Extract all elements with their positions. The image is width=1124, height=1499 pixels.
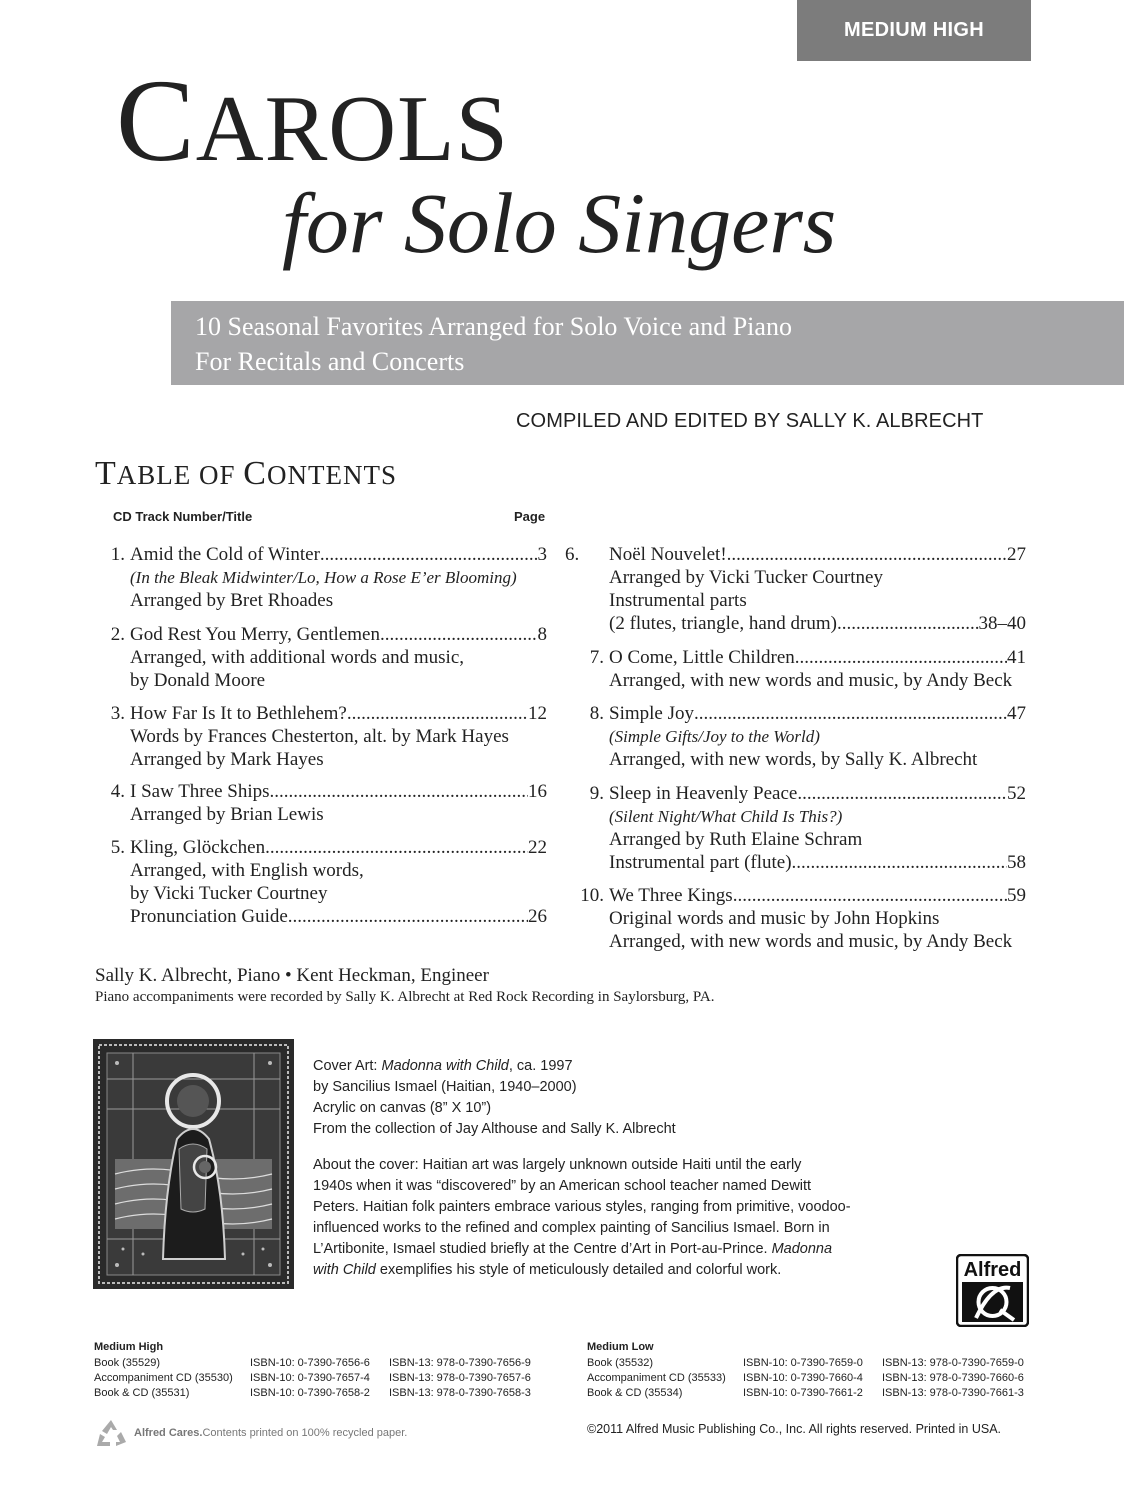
toc-sub: (In the Bleak Midwinter/Lo, How a Rose E’er Blooming) [130, 568, 517, 587]
isbn-row: Book (35532) ISBN-10: 0-7390-7659-0 ISBN-13: 978-0-7390-7659-0 [587, 1357, 1024, 1369]
alfred-logo [956, 1254, 1029, 1327]
toc-num: 8. [589, 703, 604, 724]
toc-sub: Arranged by Vicki Tucker Courtney [609, 567, 883, 588]
toc-entry [130, 623, 547, 692]
about-cover-line: 1940s when it was “discovered” by an American school teacher named Dewitt [313, 1178, 812, 1194]
toc-page: 26 [528, 906, 547, 927]
toc-sub: (Simple Gifts/Joy to the World) [609, 727, 820, 746]
toc-sub: Arranged by Mark Hayes [130, 749, 324, 770]
toc-sub: Arranged, with new words and music, by Andy Beck [609, 931, 1013, 952]
toc-sub: (Silent Night/What Child Is This?) [609, 807, 843, 826]
toc-sub: Arranged, with new words and music, by Andy Beck [609, 670, 1013, 691]
toc-entry [609, 702, 1026, 771]
toc-title: (2 flutes, triangle, hand drum) [609, 613, 837, 634]
toc-page: 16 [528, 781, 547, 802]
isbn-row: Book & CD (35534) ISBN-10: 0-7390-7661-2 ISBN-13: 978-0-7390-7661-3 [587, 1387, 1024, 1399]
copyright: ©2011 Alfred Music Publishing Co., Inc. All rights reserved. Printed in USA. [587, 1422, 1002, 1436]
col-head-page: Page [514, 509, 546, 524]
toc-page: 41 [1007, 647, 1026, 668]
toc-entry [609, 782, 1026, 874]
toc-num: 1. [110, 544, 125, 565]
toc-page: 12 [528, 703, 547, 724]
toc-page: 8 [537, 624, 547, 645]
toc-title: Amid the Cold of Winter [130, 544, 320, 565]
toc-entry [130, 543, 547, 612]
credits-line-2: Piano accompaniments were recorded by Sally K. Albrecht at Red Rock Recording in Saylorsburg, PA. [95, 989, 715, 1005]
toc-entry [130, 836, 547, 928]
toc-title: How Far Is It to Bethlehem? [130, 703, 347, 724]
toc-sub: Original words and music by John Hopkins [609, 908, 940, 929]
toc-page: 22 [528, 837, 547, 858]
col-head-track: CD Track Number/Title [113, 509, 253, 524]
about-cover-line: L’Artibonite, Ismael studied briefly at the Centre d’Art in Port-au-Prince. Madonna [313, 1241, 833, 1257]
toc-title: Sleep in Heavenly Peace [609, 783, 798, 804]
toc-title: Pronunciation Guide [130, 906, 288, 927]
toc-num: 3. [110, 703, 125, 724]
recycle-icon [94, 1418, 128, 1448]
toc-sub: by Vicki Tucker Courtney [130, 883, 328, 904]
toc-page: 3 [537, 544, 547, 565]
cover-caption-artist: by Sancilius Ismael (Haitian, 1940–2000) [313, 1079, 577, 1095]
toc-title: Kling, Glöckchen [130, 837, 266, 858]
toc-num: 4. [110, 781, 125, 802]
toc-page: 38–40 [978, 613, 1026, 634]
toc-title: I Saw Three Ships [130, 781, 270, 802]
toc-title: Simple Joy [609, 703, 694, 724]
toc-page: 27 [1007, 544, 1026, 565]
toc-sub: by Donald Moore [130, 670, 266, 691]
isbn-heading-low: Medium Low [587, 1341, 654, 1353]
toc-title: O Come, Little Children [609, 647, 795, 668]
isbn-row: Accompaniment CD (35530) ISBN-10: 0-7390-7657-4 ISBN-13: 978-0-7390-7657-6 [94, 1372, 531, 1384]
toc-entry [130, 780, 547, 826]
isbn-row: Book & CD (35531) ISBN-10: 0-7390-7658-2 ISBN-13: 978-0-7390-7658-3 [94, 1387, 531, 1399]
toc-sub: Instrumental parts [609, 590, 747, 611]
toc-num: 2. [110, 624, 125, 645]
about-cover-line: influenced works to the refined and complex painting of Sancilius Ismael. Born in [313, 1220, 830, 1236]
band-line-2: For Recitals and Concerts [195, 347, 465, 376]
band-line-1: 10 Seasonal Favorites Arranged for Solo Voice and Piano [195, 312, 792, 341]
compiled-by: COMPILED AND EDITED BY SALLY K. ALBRECHT [516, 410, 984, 432]
toc-page: 52 [1007, 783, 1026, 804]
isbn-heading-high: Medium High [94, 1341, 164, 1353]
toc-page: 47 [1007, 703, 1026, 724]
toc-entry [609, 884, 1026, 953]
toc-entry [609, 646, 1026, 692]
toc-sub: Words by Frances Chesterton, alt. by Mark Hayes [130, 726, 509, 747]
alfred-logo-text: Alfred [963, 1259, 1022, 1281]
about-cover-line: Peters. Haitian folk painters embrace various styles, ranging from primitive, voodoo- [313, 1199, 851, 1215]
cover-caption-collection: From the collection of Jay Althouse and Sally K. Albrecht [313, 1121, 676, 1137]
title-subtitle: for Solo Singers [282, 175, 837, 271]
about-cover-line: About the cover: Haitian art was largely unknown outside Haiti until the early [313, 1157, 802, 1173]
toc-sub: Arranged by Bret Rhoades [130, 590, 334, 611]
toc-sub: Arranged, with English words, [130, 860, 364, 881]
voice-range-badge: MEDIUM HIGH [797, 0, 1031, 61]
toc-num: 9. [589, 783, 604, 804]
isbn-row: Accompaniment CD (35533) ISBN-10: 0-7390-7660-4 ISBN-13: 978-0-7390-7660-6 [587, 1372, 1024, 1384]
toc-title: Instrumental part (flute) [609, 852, 792, 873]
toc-sub: Arranged, with new words, by Sally K. Albrecht [609, 749, 978, 770]
credits-line-1: Sally K. Albrecht, Piano • Kent Heckman, Engineer [95, 965, 489, 986]
cover-caption-title: Cover Art: Madonna with Child, ca. 1997 [313, 1058, 573, 1074]
toc-page: 58 [1007, 852, 1026, 873]
title-carols: CAROLS [116, 55, 509, 186]
toc-entry [130, 702, 547, 771]
cover-caption-medium: Acrylic on canvas (8” X 10”) [313, 1100, 492, 1116]
toc-sub: Arranged by Ruth Elaine Schram [609, 829, 863, 850]
toc-num: 5. [110, 837, 125, 858]
toc-sub: Arranged, with additional words and music, [130, 647, 465, 668]
toc-title: We Three Kings [609, 885, 733, 906]
toc-title: God Rest You Merry, Gentlemen [130, 624, 380, 645]
about-cover-line: with Child exemplifies his style of meticulously detailed and colorful work. [313, 1262, 782, 1278]
toc-heading: TABLE OF CONTENTS [95, 455, 397, 492]
toc-num: 7. [589, 647, 604, 668]
toc-entry [609, 543, 1026, 635]
toc-title: Noël Nouvelet! [609, 544, 727, 565]
isbn-row: Book (35529) ISBN-10: 0-7390-7656-6 ISBN-13: 978-0-7390-7656-9 [94, 1357, 531, 1369]
toc-page: 59 [1007, 885, 1026, 906]
toc-sub: Arranged by Brian Lewis [130, 804, 324, 825]
alfred-cares-note: Alfred Cares. Contents printed on 100% recycled paper. [94, 1418, 407, 1448]
toc-num: 6. [565, 544, 580, 565]
toc-num: 10. [580, 885, 604, 906]
cover-art-image [93, 1039, 294, 1289]
